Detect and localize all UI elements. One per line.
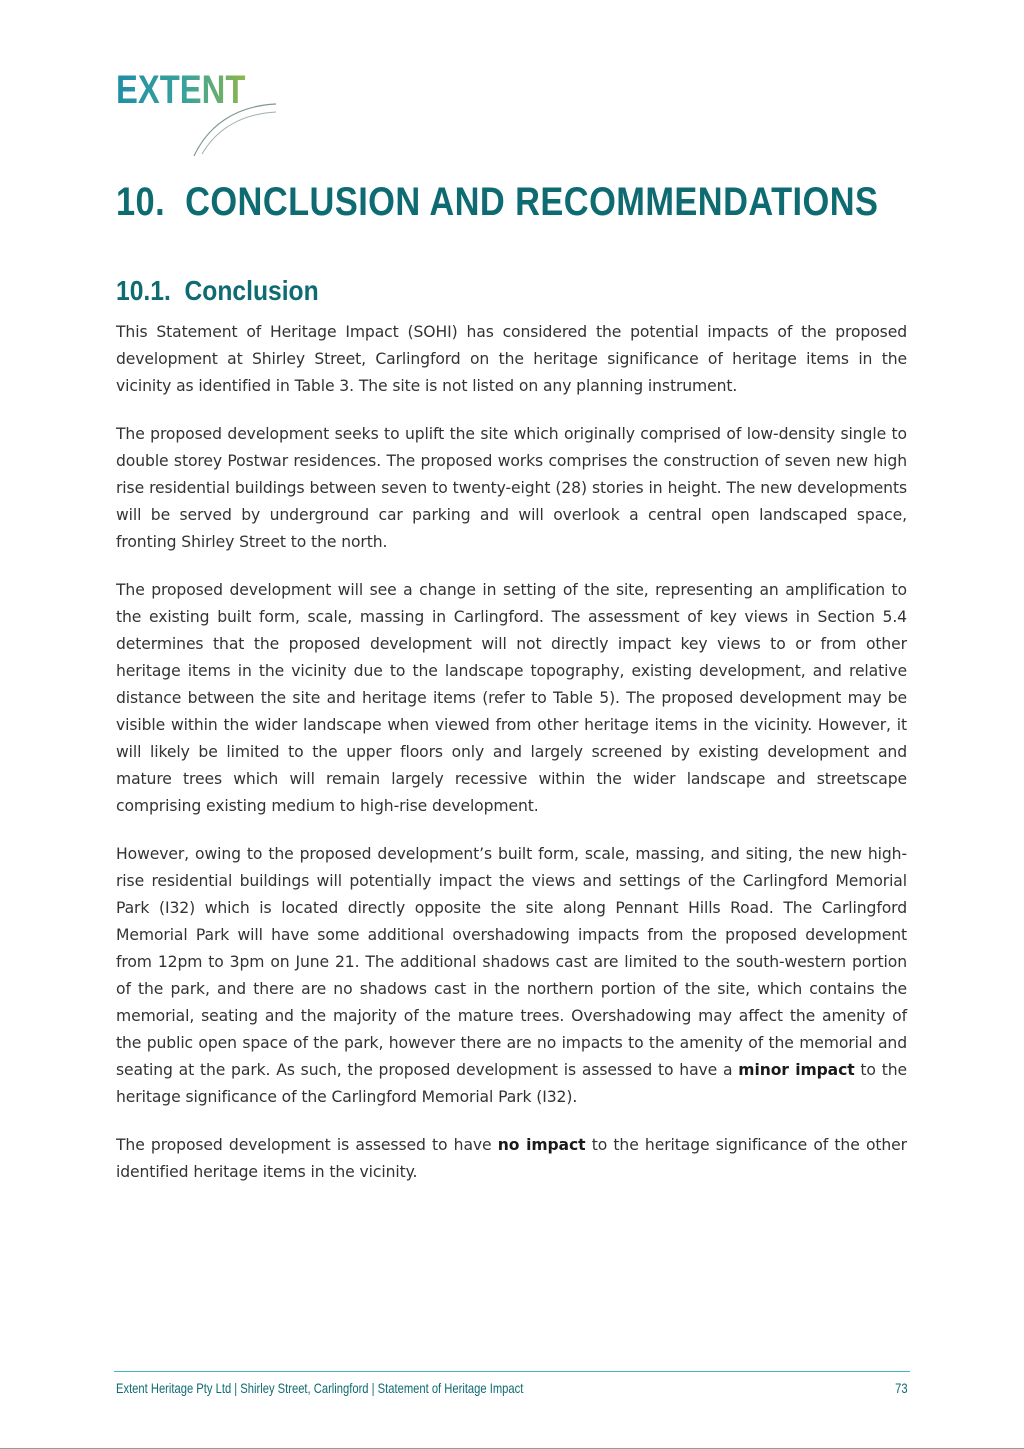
paragraph-3: The proposed development will see a change in setting of the site, representing an amplification to the existing built form, scale, massing in Carlingford. The assessment of key views in Section 5.4 determines that the proposed development will not directly impact key views to or from other heritage items in the vicinity due to the landscape topography, existing development, and relative distance between the site and heritage items (refer to Table 5). The proposed development may be visible within the wider landscape when viewed from other heritage items in the vicinity. However, it will likely be limited to the upper floors only and largely screened by existing development and mature trees which will remain largely recessive within the wider landscape and streetscape comprising existing medium to high-rise development. [116,581,907,815]
paragraph-5-text-a: The proposed development is assessed to have [116,1136,492,1154]
section-heading [116,180,878,225]
body-text [116,319,907,1207]
subsection-heading [116,275,319,307]
paragraph-5-text-b: to the heritage significance of the other identified heritage items in the vicinity. [116,1136,907,1181]
extent-logo [116,66,286,161]
paragraph-2: The proposed development seeks to uplift the site which originally comprised of low-density single to double storey Postwar residences. The proposed works comprises the construction of seven new high rise residential buildings between seven to twenty-eight (28) stories in height. The new developments will be served by underground car parking and will overlook a central open landscaped space, fronting Shirley Street to the north. [116,425,907,551]
paragraph-4-text-b: to the heritage significance of the Carlingford Memorial Park (I32). [116,1061,908,1106]
footer-divider [114,1371,910,1372]
section-heading-title: CONCLUSION AND RECOMMENDATIONS [185,180,879,224]
paragraph-4-text-a: However, owing to the proposed development’s built form, scale, massing, and siting, the new high-rise residential buildings will potentially impact the views and settings of the Carlingford Memorial Park (I32) which is located directly opposite the site along Pennant Hills Road. The Carlingford Memorial Park will have some additional overshadowing impacts from the proposed development from 12pm to 3pm on June 21. The additional shadows cast are limited to the south-western portion of the park, and there are no shadows cast in the northern portion of the site, which contains the memorial, seating and the majority of the mature trees. Overshadowing may affect the amenity of the public open space of the park, however there are no impacts to the amenity of the memorial and seating at the park. As such, the proposed development is assessed to have a [116,845,907,1079]
minor-impact-emphasis: minor impact [738,1061,855,1079]
paragraph-1: This Statement of Heritage Impact (SOHI) has considered the potential impacts of the proposed development at Shirley Street, Carlingford on the heritage significance of heritage items in the vicinity as identified in Table 3. The site is not listed on any planning instrument. [116,323,907,395]
swoosh-logo-mark-icon [190,96,280,158]
no-impact-emphasis: no impact [497,1136,586,1154]
logo-text: EXTENT [116,68,246,112]
subsection-heading-number: 10.1. [116,275,171,306]
footer-text: Extent Heritage Pty Ltd | Shirley Street, Carlingford | Statement of Heritage Impact [116,1380,524,1396]
page-number: 73 [895,1380,908,1396]
subsection-heading-title: Conclusion [184,275,319,306]
paragraph-4 [116,841,907,1111]
paragraph-5 [116,1132,907,1186]
section-heading-number: 10. [116,180,166,224]
